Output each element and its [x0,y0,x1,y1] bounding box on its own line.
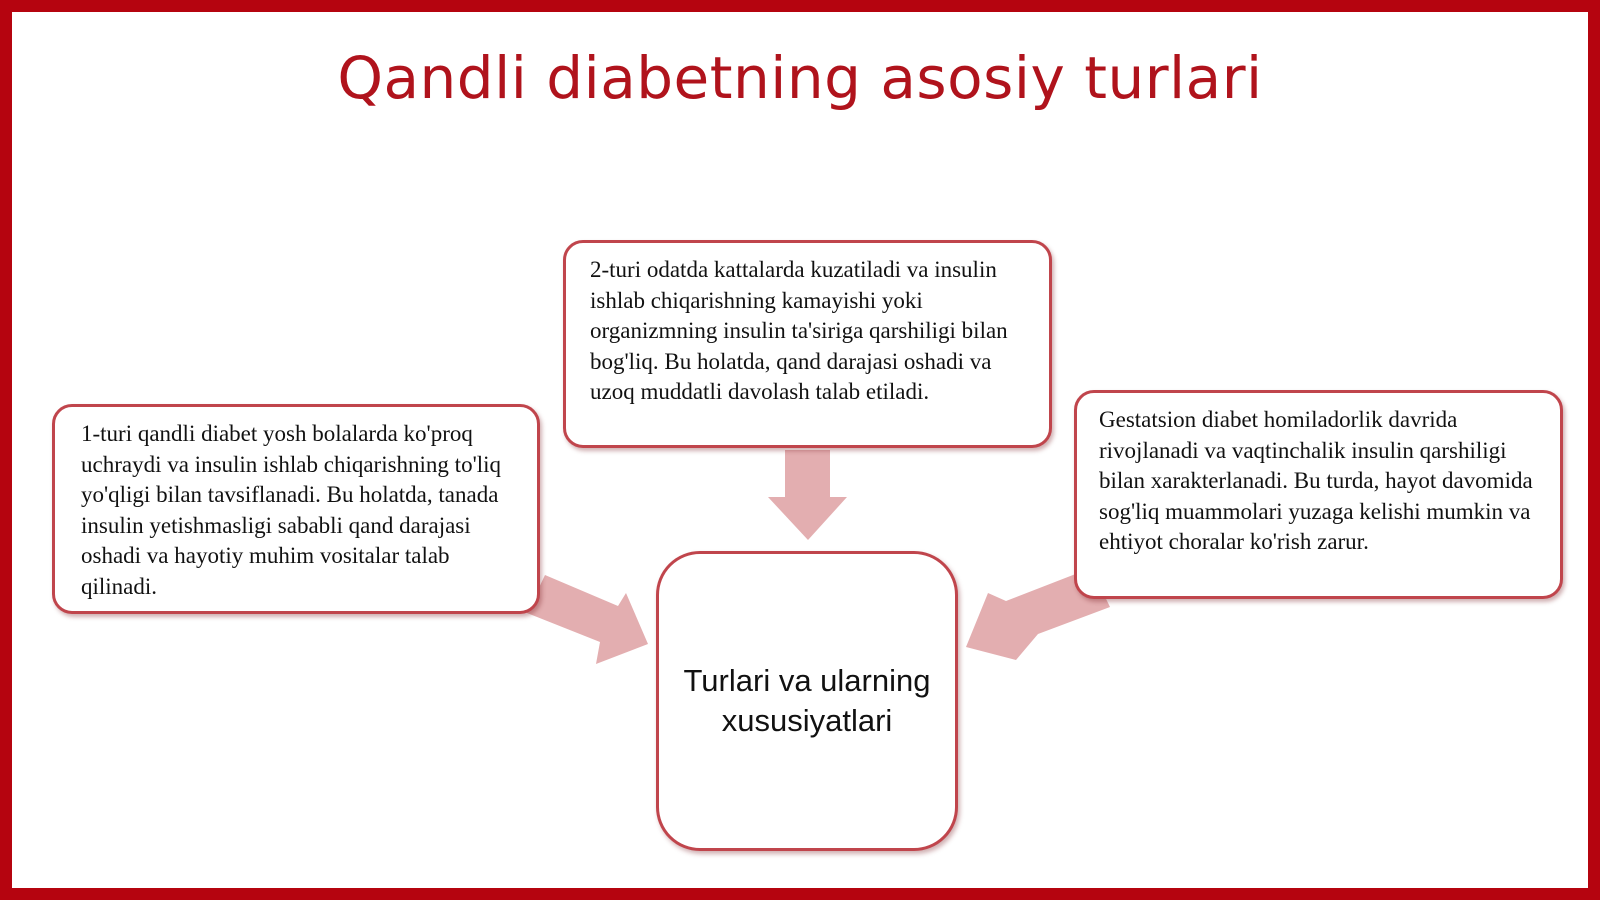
center-node [656,551,958,851]
slide-title: Qandli diabetning asosiy turlari [337,44,1263,112]
node-type2 [563,240,1052,448]
node-type2-text: 2-turi odatda kattalarda kuzatiladi va insulin ishlab chiqarishning kamayishi yoki organizmning insulin ta'siriga qarshiligi bilan bog'liq. Bu holatda, qand darajasi oshadi va uzoq muddatli davolash talab etiladi. [590,257,1008,404]
arrow-top-to-center [768,450,847,540]
node-type1 [52,404,540,614]
center-node-label: Turlari va ularning xususiyatlari [683,663,931,738]
node-type1-text: 1-turi qandli diabet yosh bolalarda ko'proq uchraydi va insulin ishlab chiqarishning to'liq yo'qligi bilan tavsiflanadi. Bu holatda, tanada insulin yetishmasligi sababli qand darajasi oshadi va hayotiy muhim vositalar talab qilinadi. [81,421,501,599]
node-gestational-text: Gestatsion diabet homiladorlik davrida rivojlanadi va vaqtinchalik insulin qarshiligi bilan xarakterlanadi. Bu turda, hayot davomida sog'liq muammolari yuzaga kelishi mumkin va ehtiyot choralar ko'rish zarur. [1099,407,1533,554]
arrow-left-to-center [527,575,648,664]
node-gestational [1074,390,1563,599]
